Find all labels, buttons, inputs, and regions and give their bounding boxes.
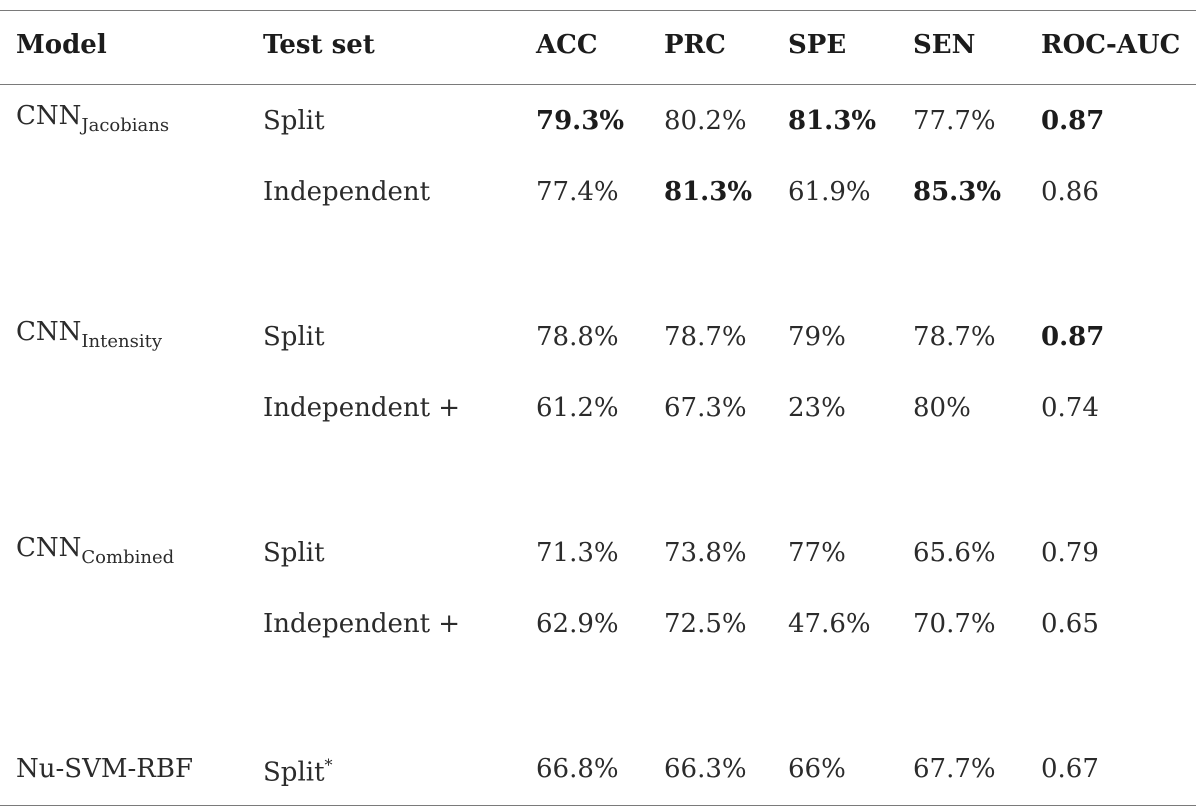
acc-cell: 79.3%	[536, 106, 625, 136]
spe-cell: 77%	[788, 538, 846, 568]
roc-auc-cell: 0.67	[1041, 754, 1099, 784]
header-acc: ACC	[536, 30, 598, 60]
table-bottom-rule	[0, 805, 1196, 806]
model-name: CNN	[16, 533, 82, 563]
sen-cell: 80%	[913, 393, 971, 423]
test-set-cell: Split	[263, 538, 325, 568]
acc-cell: 62.9%	[536, 609, 619, 639]
header-spe: SPE	[788, 30, 847, 60]
sen-cell: 77.7%	[913, 106, 996, 136]
prc-cell: 72.5%	[664, 609, 747, 639]
model-name-cnn-jacobians	[16, 101, 169, 141]
spe-cell: 66%	[788, 754, 846, 784]
roc-auc-cell: 0.87	[1041, 106, 1105, 136]
model-name-nu-svm-rbf	[16, 754, 193, 784]
header-test-set: Test set	[263, 30, 375, 60]
roc-auc-cell: 0.74	[1041, 393, 1099, 423]
model-name-cnn-combined	[16, 533, 174, 573]
test-set-label: Split	[263, 757, 325, 788]
sen-cell: 78.7%	[913, 322, 996, 352]
model-name: CNN	[16, 317, 82, 347]
acc-cell: 61.2%	[536, 393, 619, 423]
test-set-cell	[263, 751, 333, 788]
prc-cell: 81.3%	[664, 177, 753, 207]
roc-auc-cell: 0.65	[1041, 609, 1099, 639]
roc-auc-cell: 0.87	[1041, 322, 1105, 352]
sen-cell: 70.7%	[913, 609, 996, 639]
test-set-cell: Independent +	[263, 393, 461, 423]
footnote-mark: *	[324, 755, 333, 775]
header-sen: SEN	[913, 30, 976, 60]
table-header-rule	[0, 84, 1196, 85]
prc-cell: 78.7%	[664, 322, 747, 352]
prc-cell: 67.3%	[664, 393, 747, 423]
model-name: CNN	[16, 101, 82, 131]
spe-cell: 23%	[788, 393, 846, 423]
test-set-cell: Split	[263, 106, 325, 136]
test-set-cell: Split	[263, 322, 325, 352]
prc-cell: 66.3%	[664, 754, 747, 784]
prc-cell: 80.2%	[664, 106, 747, 136]
acc-cell: 77.4%	[536, 177, 619, 207]
sen-cell: 65.6%	[913, 538, 996, 568]
model-name: Nu-SVM-RBF	[16, 754, 193, 784]
header-roc-auc: ROC-AUC	[1041, 30, 1181, 60]
prc-cell: 73.8%	[664, 538, 747, 568]
model-subscript: Combined	[81, 547, 175, 568]
roc-auc-cell: 0.79	[1041, 538, 1099, 568]
acc-cell: 71.3%	[536, 538, 619, 568]
acc-cell: 66.8%	[536, 754, 619, 784]
header-model: Model	[16, 30, 107, 60]
model-subscript: Intensity	[81, 331, 162, 352]
header-prc: PRC	[664, 30, 726, 60]
model-subscript: Jacobians	[81, 115, 170, 136]
spe-cell: 47.6%	[788, 609, 871, 639]
sen-cell: 85.3%	[913, 177, 1002, 207]
spe-cell: 61.9%	[788, 177, 871, 207]
sen-cell: 67.7%	[913, 754, 996, 784]
acc-cell: 78.8%	[536, 322, 619, 352]
spe-cell: 79%	[788, 322, 846, 352]
table-top-rule	[0, 10, 1196, 11]
roc-auc-cell: 0.86	[1041, 177, 1099, 207]
test-set-cell: Independent	[263, 177, 431, 207]
model-name-cnn-intensity	[16, 317, 162, 357]
test-set-cell: Independent +	[263, 609, 461, 639]
spe-cell: 81.3%	[788, 106, 877, 136]
